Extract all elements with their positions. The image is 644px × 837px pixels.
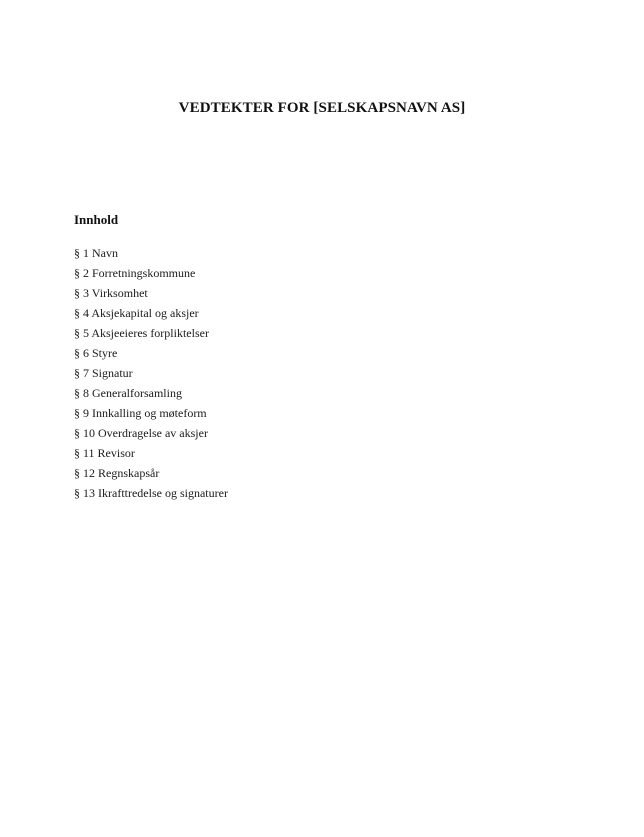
toc-item-forretningskommune[interactable]: § 2 Forretningskommune bbox=[74, 266, 196, 280]
toc-item-aksjeeieres-forpliktelser[interactable]: § 5 Aksjeeieres forpliktelser bbox=[74, 326, 209, 340]
toc-item-innkalling[interactable]: § 9 Innkalling og møteform bbox=[74, 406, 207, 420]
toc-item-overdragelse[interactable]: § 10 Overdragelse av aksjer bbox=[74, 426, 208, 440]
document-title: VEDTEKTER FOR [SELSKAPSNAVN AS] bbox=[178, 100, 466, 116]
toc-item-navn[interactable]: § 1 Navn bbox=[74, 246, 118, 260]
toc-item-signatur[interactable]: § 7 Signatur bbox=[74, 366, 133, 380]
table-of-contents bbox=[74, 243, 228, 503]
toc-heading: Innhold bbox=[74, 212, 119, 227]
toc-item-revisor[interactable]: § 11 Revisor bbox=[74, 446, 135, 460]
toc-item-ikrafttredelse[interactable]: § 13 Ikrafttredelse og signaturer bbox=[74, 486, 228, 500]
toc-item-aksjekapital[interactable]: § 4 Aksjekapital og aksjer bbox=[74, 306, 199, 320]
toc-item-styre[interactable]: § 6 Styre bbox=[74, 346, 118, 360]
toc-item-regnskapsar[interactable]: § 12 Regnskapsår bbox=[74, 466, 160, 480]
toc-item-virksomhet[interactable]: § 3 Virksomhet bbox=[74, 286, 148, 300]
toc-item-generalforsamling[interactable]: § 8 Generalforsamling bbox=[74, 386, 182, 400]
